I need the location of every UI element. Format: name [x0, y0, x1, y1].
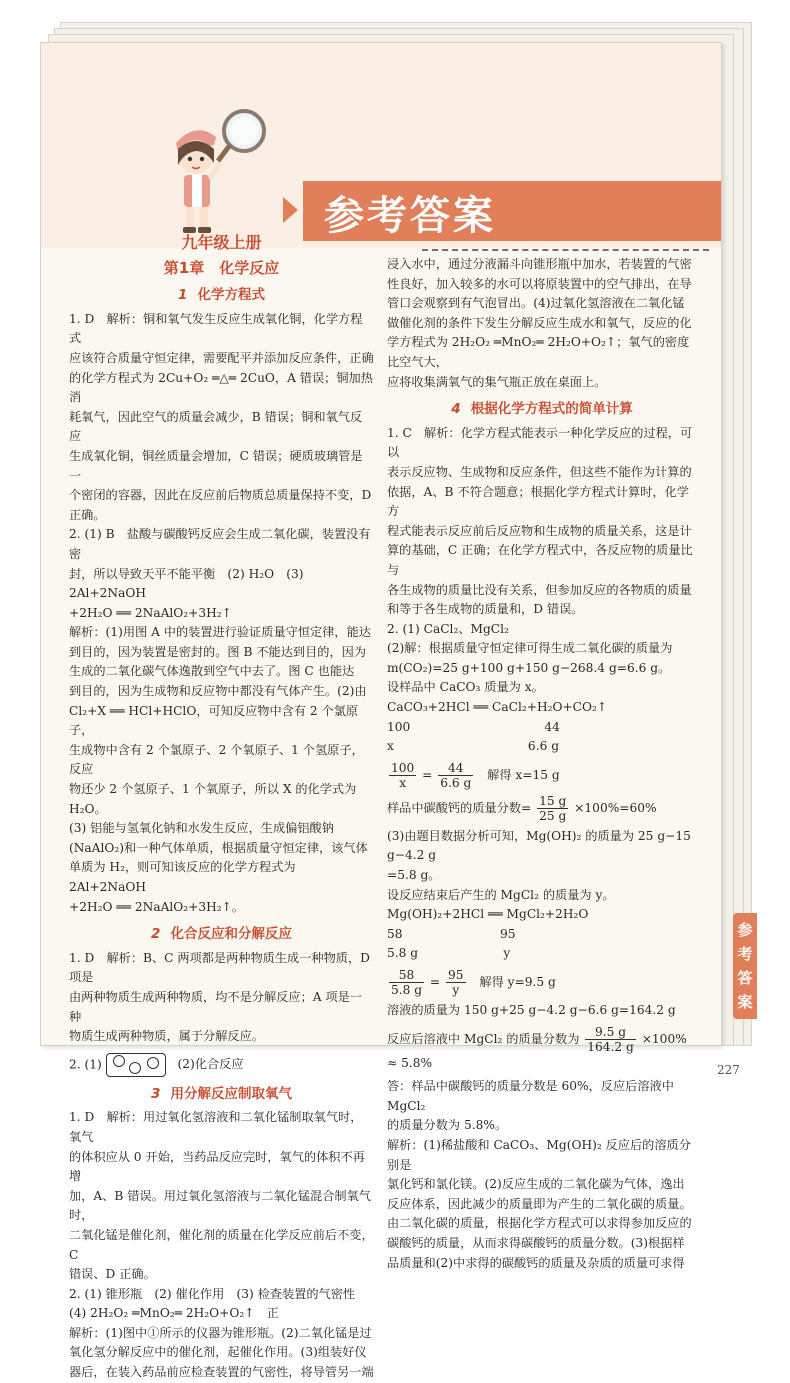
molecule-diagram — [106, 1053, 166, 1077]
denominator: 6.6 g — [440, 775, 472, 790]
fraction — [537, 794, 568, 823]
denominator: 164.2 g — [587, 1039, 634, 1054]
section-title: 化学方程式 — [197, 287, 265, 304]
denominator: x — [399, 775, 407, 790]
text-line: 2. (1) 锥形瓶 (2) 催化作用 (3) 检查装置的气密性 — [69, 1286, 356, 1301]
section-heading — [387, 400, 697, 420]
text-line: m(CO₂)=25 g+100 g+150 g−268.4 g=6.6 g。 — [387, 660, 671, 675]
section-title: 用分解反应制取氧气 — [170, 1085, 292, 1102]
play-arrow-icon — [283, 197, 298, 223]
text-line: +2H₂O ══ 2NaAlO₂+3H₂↑ — [69, 605, 232, 620]
text-line: 氧化氢分解反应中的催化剂，起催化作用。(3)组装好仪 — [69, 1345, 367, 1360]
text-line: 设样品中 CaCO₃ 质量为 x。 — [387, 680, 544, 695]
denominator: 5.8 g — [391, 983, 423, 997]
text-line: 氯化钙和氯化镁。(2)反应生成的二氧化碳为气体，逸出 — [387, 1177, 685, 1192]
percent-result: ×100%=60% — [574, 800, 657, 815]
text-line: 封，所以导致天平不能平衡 (2) H₂O (3) 2Al+2NaOH — [69, 566, 304, 601]
text-line: 算的基础，C 正确；在化学方程式中，各反应物的质量比与 — [387, 543, 693, 577]
section-number: 3 — [151, 1085, 161, 1102]
text-line: 2. (1) B 盐酸与碳酸钙反应会生成二氧化碳，装置没有密 — [69, 527, 371, 561]
answer-line — [69, 1053, 374, 1077]
text-line: 学方程式为 2H₂O₂ ═MnO₂═ 2H₂O+O₂↑；氧气的密度比空气大， — [387, 335, 690, 369]
section-number: 4 — [451, 401, 461, 418]
text-line: 程式能表示反应前后反应物和生成物的质量关系，这是计 — [387, 523, 692, 538]
text-line: 1. D 解析：铜和氧气发生反应生成氧化铜，化学方程式 — [69, 311, 363, 346]
text-line: 二氧化锰是催化剂，催化剂的质量在化学反应前后不变，C — [69, 1227, 374, 1262]
text-line: 的化学方程式为 2Cu+O₂ ═△═ 2CuO，A 错误；铜加热消 — [69, 370, 373, 405]
text-line: CaCO₃+2HCl ══ CaCl₂+H₂O+CO₂↑ — [387, 700, 608, 715]
numerator: 9.5 g — [585, 1025, 636, 1040]
text-line: 解析：(1)图中①所示的仪器为锥形瓶。(2)二氧化锰是过 — [69, 1325, 372, 1340]
text-line: 1. C 解析：化学方程式能表示一种化学反应的过程，可以 — [387, 425, 693, 460]
text-line: +2H₂O ══ 2NaAlO₂+3H₂↑。 — [69, 899, 245, 914]
text-line: 到目的，因为生成物和反应物中都没有气体产生。(2)由 — [69, 684, 367, 699]
numerator: 100 — [391, 760, 415, 775]
text-line: (NaAlO₂)和一种气体单质，根据质量守恒定律，该气体 — [69, 840, 368, 855]
text-line: 器后，在装入药品前应检查装置的气密性，将导管另一端 — [69, 1365, 374, 1380]
solve-text: 解得 x=15 g — [487, 767, 560, 782]
text-line: (2)解：根据质量守恒定律可得生成二氧化碳的质量为 — [387, 641, 673, 656]
text-line: 解析：(1)用图 A 中的装置进行验证质量守恒定律，能达 — [69, 625, 371, 640]
denominator: y — [452, 983, 460, 997]
text-line: 应将收集满氧气的集气瓶正放在桌面上。 — [387, 374, 607, 389]
text-line: 溶液的质量为 150 g+25 g−4.2 g−6.6 g=164.2 g — [387, 1003, 676, 1017]
numerator: 44 — [438, 761, 473, 776]
text-line: 到目的，因为装置是密封的。图 B 不能达到目的，因为 — [69, 644, 367, 659]
fraction — [446, 968, 466, 997]
text-line: 品质量和(2)中求得的碳酸钙的质量及杂质的质量可求得 — [387, 1255, 685, 1270]
text-line: 单质为 H₂，则可知该反应的化学方程式为 2Al+2NaOH — [69, 860, 296, 894]
fraction — [585, 1025, 636, 1054]
text-line: 管口会观察到有气泡冒出。(4)过氧化氢溶液在二氧化锰 — [387, 296, 685, 311]
atom-circle — [113, 1055, 125, 1067]
text-line: 物质生成两种物质，属于分解反应。 — [69, 1029, 264, 1044]
text-line: 依据，A、B 不符合题意；根据化学方程式计算时，化学方 — [387, 484, 689, 519]
text-line: 表示反应物、生成物和反应条件，但这些不能作为计算的 — [387, 464, 692, 479]
proportion-line: $\frac{100}{x}$ = $\frac{44}{6.6 g}$ 解得 x=15 g — [391, 760, 560, 790]
text-line: 由二氧化碳的质量，根据化学方程式可以求得参加反应的 — [387, 1216, 692, 1231]
percent-line — [387, 794, 697, 823]
text-line: 和等于各生成物的质量和，D 错误。 — [387, 602, 584, 617]
text-line: (3) 铝能与氢氧化钠和水发生反应，生成偏铝酸钠 — [69, 821, 334, 836]
atom-circle — [129, 1062, 141, 1074]
text-line: 由两种物质生成两种物质，均不是分解反应；A 项是一种 — [69, 989, 362, 1024]
page-title: 参考答案 — [324, 193, 496, 239]
proportion-line: $\frac{58}{5.8 g}$ = $\frac{95}{y}$ 解得 y=9.5 g — [391, 968, 556, 997]
text-line: (3)由题目数据分析可知，Mg(OH)₂ 的质量为 25 g−15 g−4.2 g — [387, 828, 691, 863]
right-column — [387, 255, 697, 1273]
girl-magnifier-illustration — [166, 105, 271, 240]
text-line: 反应体系，因此减少的质量即为产生的二氧化碳的质量。 — [387, 1196, 692, 1211]
text-line: 物还少 2 个氢原子、1 个氧原子，所以 X 的化学式为 H₂O。 — [69, 782, 357, 816]
text-line: 做催化剂的条件下发生分解反应生成水和氧气，反应的化 — [387, 315, 692, 330]
answer-number: 2. (1) — [69, 1057, 102, 1072]
text-line: 加，A、B 错误。用过氧化氢溶液与二氧化锰混合制氧气时， — [69, 1188, 371, 1223]
text-line: =5.8 g。 — [387, 868, 441, 883]
text-line: 的质量分数为 5.8%。 — [387, 1118, 508, 1133]
text-line: 解析：(1)稀盐酸和 CaCO₃、Mg(OH)₂ 反应后的溶质分别是 — [387, 1137, 691, 1172]
fraction — [438, 761, 473, 790]
atom-circle — [147, 1057, 159, 1069]
section-heading — [69, 925, 374, 945]
denominator: 25 g — [539, 808, 567, 823]
text-line: 生成物中含有 2 个氯原子、2 个氧原子、1 个氢原子，反应 — [69, 742, 364, 777]
text-line: 浸入水中，通过分液漏斗向锥形瓶中加水，若装置的气密 — [387, 257, 692, 271]
answer-text: (2)化合反应 — [177, 1057, 244, 1072]
percent-label: 反应后溶液中 MgCl₂ 的质量分数为 — [387, 1031, 580, 1046]
text-line: 的体积应从 0 开始，当药品反应完时，氧气的体积不再增 — [69, 1149, 365, 1184]
fraction — [389, 761, 416, 790]
text-line: 1. D 解析：用过氧化氢溶液和二氧化锰制取氧气时，氧气 — [69, 1110, 363, 1144]
chapter-heading: 第1章 化学反应 — [163, 258, 280, 277]
numerator: 58 — [389, 968, 424, 983]
text-line: 应该符合质量守恒定律，需要配平并添加反应条件，正确 — [69, 350, 374, 365]
text-line: Mg(OH)₂+2HCl ══ MgCl₂+2H₂O — [387, 907, 589, 922]
text-line: 正确。 — [69, 507, 106, 522]
section-number: 1 — [178, 287, 188, 304]
text-line: 碳酸钙的质量，从而求得碳酸钙的质量分数。(3)根据样 — [387, 1235, 685, 1250]
text-line: 2. (1) CaCl₂、MgCl₂ — [387, 621, 509, 636]
text-line: (4) 2H₂O₂ ═MnO₂═ 2H₂O+O₂↑ 正 — [69, 1306, 279, 1321]
percent-result: ×100% ≈ 5.8% — [387, 1031, 687, 1070]
text-line: 各生成物的质量比没有关系，但参加反应的各物质的质量 — [387, 582, 692, 597]
text-line: 错误、D 正确。 — [69, 1267, 156, 1282]
text-line: 生成氧化铜，铜丝质量会增加，C 错误；硬质玻璃管是一 — [69, 448, 363, 483]
left-column — [69, 231, 374, 1383]
text-line: 个密闭的容器，因此在反应前后物质总质量保持不变，D — [69, 488, 372, 503]
numerator: 95 — [448, 968, 464, 982]
title-divider — [422, 249, 709, 251]
grade-heading: 九年级上册 — [181, 233, 262, 252]
section-number: 2 — [151, 926, 161, 943]
percent-label: 样品中碳酸钙的质量分数= — [387, 800, 532, 815]
numerator: 15 g — [539, 793, 567, 808]
fraction — [389, 968, 424, 997]
text-line: 1. D 解析：B、C 两项都是两种物质生成一种物质，D 项是 — [69, 950, 370, 985]
section-heading — [69, 1085, 374, 1105]
answer-page — [40, 42, 753, 1380]
percent-line — [387, 1025, 697, 1074]
section-title: 根据化学方程式的简单计算 — [470, 401, 633, 418]
sidebar-tab-label: 参考答案 — [737, 921, 753, 1011]
page-number: 227 — [717, 1063, 740, 1077]
text-line: x 6.6 g — [387, 739, 559, 754]
section-heading — [69, 286, 374, 306]
solve-text: 解得 y=9.5 g — [479, 975, 556, 989]
text-line: 耗氧气，因此空气的质量会减少，B 错误；铜和氧气反应 — [69, 409, 363, 444]
text-line: Cl₂+X ══ HCl+HClO，可知反应物中含有 2 个氯原子， — [69, 703, 359, 738]
text-line: 性良好，加入较多的水可以将原装置中的空气排出，在导 — [387, 276, 692, 291]
text-line: 生成的二氧化碳气体逸散到空气中去了。图 C 也能达 — [69, 664, 355, 679]
text-line: 100 44 — [387, 719, 560, 734]
text-line: 5.8 g y — [387, 946, 511, 961]
text-line: 设反应结束后产生的 MgCl₂ 的质量为 y。 — [387, 887, 615, 902]
section-title: 化合反应和分解反应 — [170, 926, 292, 943]
text-line: 58 95 — [387, 926, 516, 941]
text-line: 答：样品中碳酸钙的质量分数是 60%，反应后溶液中 MgCl₂ — [387, 1079, 674, 1113]
